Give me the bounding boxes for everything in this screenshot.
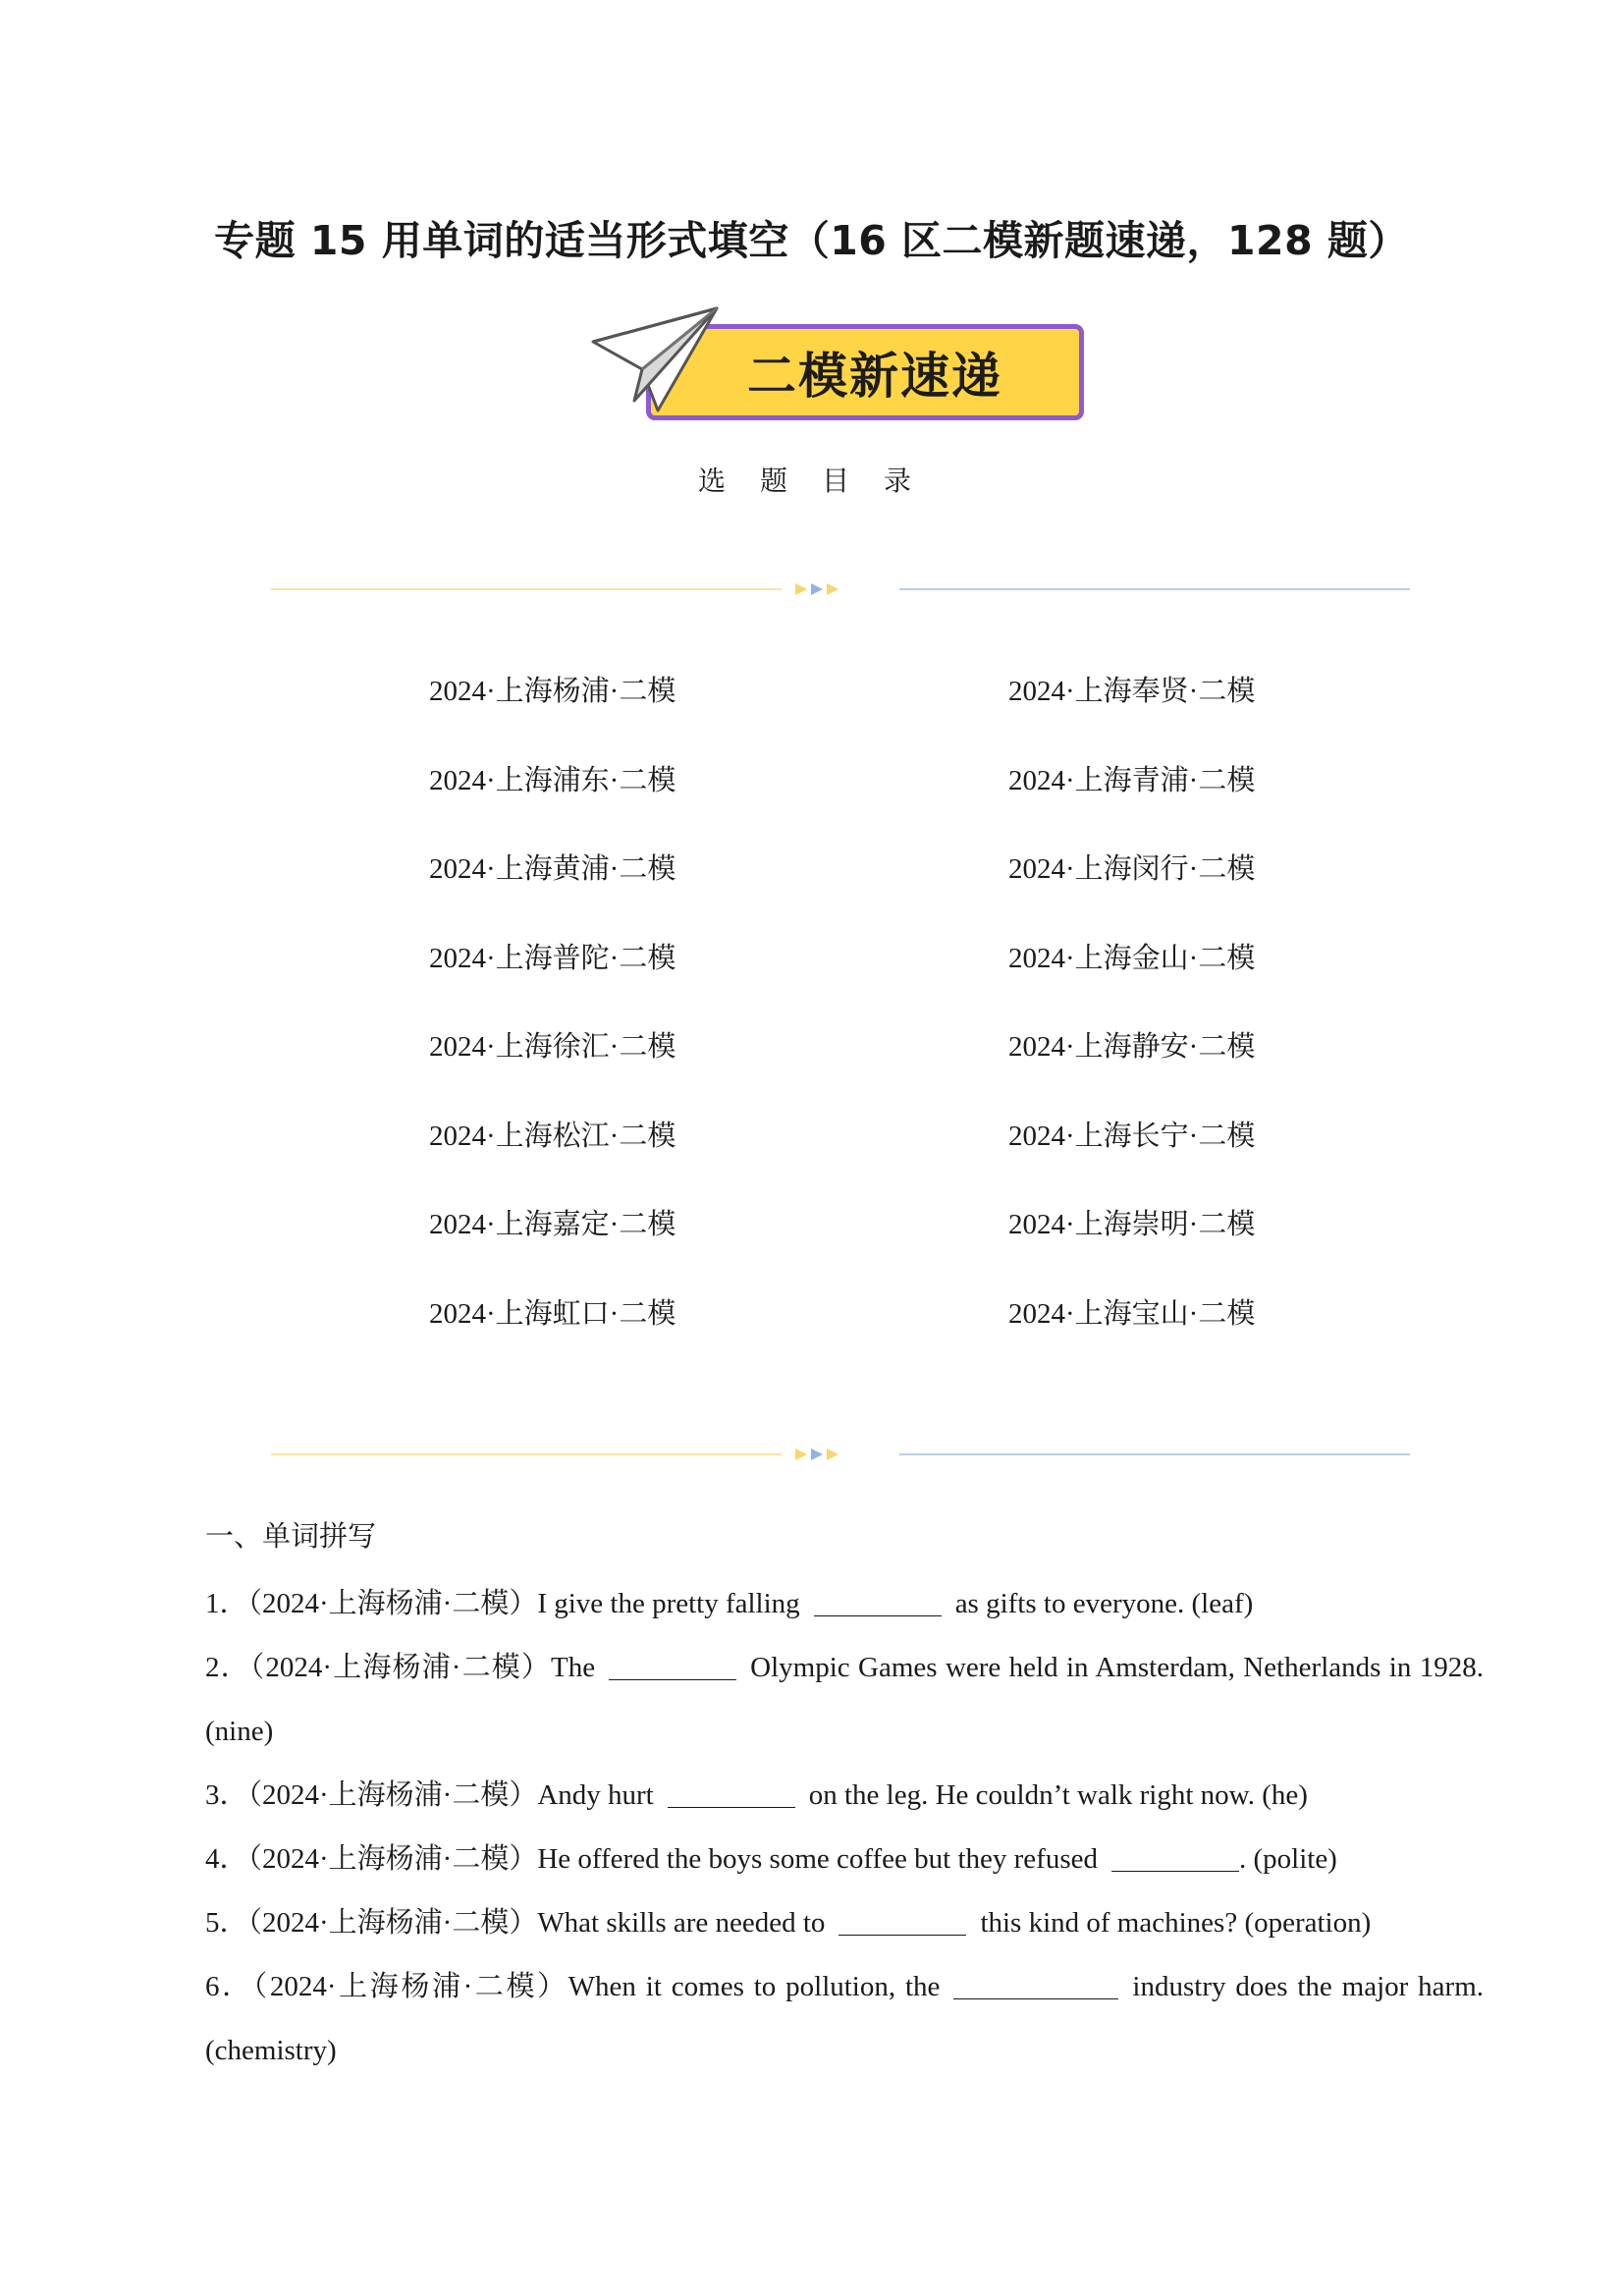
question-text: 1．（2024·上海杨浦·二模）I give the pretty falling [205,1588,800,1619]
answer-blank[interactable] [839,1907,966,1936]
question-text: on the leg. He couldn’t walk right now. (he) [808,1779,1308,1811]
toc-item[interactable]: 2024·上海奉贤·二模 [1008,676,1256,707]
question-list [205,1572,1484,2083]
question-continuation: (nine) [205,1716,274,1747]
toc-item[interactable]: 2024·上海青浦·二模 [1008,764,1256,796]
answer-blank[interactable] [953,1971,1118,1999]
question-item [205,1764,1484,1828]
toc-item[interactable]: 2024·上海杨浦·二模 [429,676,676,707]
question-text: 6．（2024·上海杨浦·二模）When it comes to pollution, the [205,1971,941,2002]
answer-blank[interactable] [668,1779,795,1808]
toc-item[interactable]: 2024·上海普陀·二模 [429,942,676,974]
section-heading: 一、单词拼写 [205,1521,377,1553]
toc-item[interactable]: 2024·上海松江·二模 [429,1120,676,1152]
answer-blank[interactable] [814,1588,942,1616]
question-item [205,1572,1484,1636]
toc-heading: 选 题 目 录 [697,466,925,497]
question-text: this kind of machines? (operation) [980,1907,1372,1939]
toc-item[interactable]: 2024·上海虹口·二模 [429,1297,676,1330]
question-item [205,1891,1484,1955]
question-text: 5．（2024·上海杨浦·二模）What skills are needed to [205,1907,826,1939]
toc-item[interactable]: 2024·上海闵行·二模 [1008,853,1256,885]
question-text: Olympic Games were held in Amsterdam, Netherlands in 1928. [750,1652,1485,1683]
question-item [205,1955,1484,2019]
paper-plane-icon [587,302,734,415]
toc-item[interactable]: 2024·上海嘉定·二模 [429,1209,676,1240]
question-item [205,1828,1484,1891]
question-text: . (polite) [1238,1843,1337,1875]
toc-item[interactable]: 2024·上海浦东·二模 [429,764,676,796]
toc-column-right [1008,672,1362,1383]
divider-top [271,579,1410,599]
toc-item[interactable]: 2024·上海黄浦·二模 [429,853,676,885]
question-text: as gifts to everyone. (leaf) [954,1588,1254,1619]
toc-item[interactable]: 2024·上海崇明·二模 [1008,1209,1256,1240]
banner [587,302,1098,430]
question-text: industry does the major harm. [1132,1971,1484,2002]
toc-item[interactable]: 2024·上海长宁·二模 [1008,1120,1256,1152]
toc-item[interactable]: 2024·上海宝山·二模 [1008,1297,1256,1330]
question-text: 3．（2024·上海杨浦·二模）Andy hurt [205,1779,654,1811]
banner-text: 二模新速递 [747,348,1002,405]
toc-item[interactable]: 2024·上海金山·二模 [1008,942,1256,974]
divider-bottom [271,1445,1410,1464]
question-item [205,1636,1484,1700]
toc-item[interactable]: 2024·上海徐汇·二模 [429,1031,676,1063]
toc-item[interactable]: 2024·上海静安·二模 [1008,1031,1256,1063]
answer-blank[interactable] [609,1652,736,1680]
answer-blank[interactable] [1111,1843,1239,1872]
question-text: 2．（2024·上海杨浦·二模）The [205,1652,596,1683]
document-title: 专题 15 用单词的适当形式填空（16 区二模新题速递，128 题） [214,217,1409,264]
question-continuation: (chemistry) [205,2035,337,2066]
question-text: 4．（2024·上海杨浦·二模）He offered the boys some coffee but they refused [205,1843,1098,1875]
toc-column-left [429,672,783,1383]
